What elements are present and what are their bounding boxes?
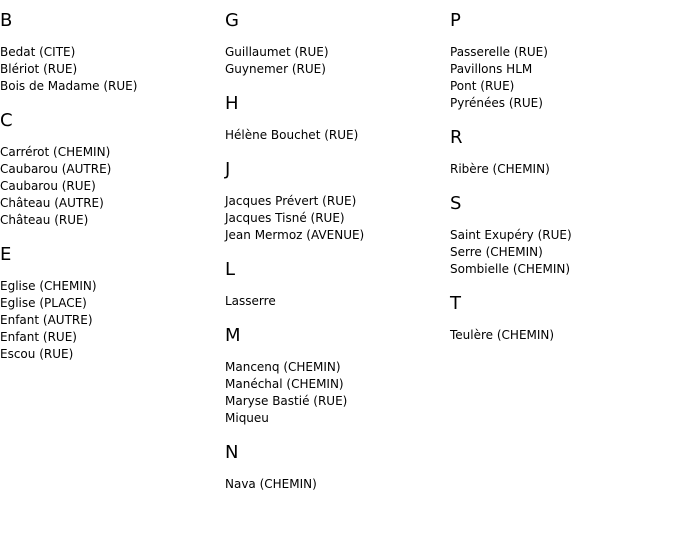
letter-heading: L	[225, 259, 236, 280]
letter-group	[225, 158, 445, 244]
street-link[interactable]: Eglise (PLACE)	[0, 296, 87, 310]
letter-group	[450, 192, 670, 278]
street-link[interactable]: Enfant (RUE)	[0, 330, 77, 344]
street-link[interactable]: Château (RUE)	[0, 213, 89, 227]
street-link[interactable]: Mancenq (CHEMIN)	[225, 360, 341, 374]
letter-group	[225, 258, 445, 310]
letter-group	[225, 9, 445, 78]
street-list	[450, 227, 670, 278]
letter-heading: J	[225, 159, 231, 180]
street-link[interactable]: Miqueu	[225, 411, 269, 425]
letter-group	[225, 92, 445, 144]
street-link[interactable]: Pavillons HLM	[450, 62, 533, 76]
letter-heading: C	[0, 110, 13, 131]
street-list	[225, 359, 445, 427]
letter-heading: N	[225, 442, 239, 463]
street-link[interactable]: Jean Mermoz (AVENUE)	[225, 228, 365, 242]
street-link[interactable]: Carrérot (CHEMIN)	[0, 145, 111, 159]
street-link[interactable]: Serre (CHEMIN)	[450, 245, 543, 259]
street-link[interactable]: Escou (RUE)	[0, 347, 74, 361]
street-list	[225, 44, 445, 78]
letter-heading: M	[225, 325, 241, 346]
street-link[interactable]: Manéchal (CHEMIN)	[225, 377, 344, 391]
letter-group	[0, 243, 220, 363]
street-link[interactable]: Nava (CHEMIN)	[225, 477, 317, 491]
street-list	[450, 161, 670, 178]
letter-group	[225, 441, 445, 493]
letter-heading: E	[0, 244, 12, 265]
letter-heading: R	[450, 127, 463, 148]
index-column	[225, 9, 445, 507]
street-link[interactable]: Sombielle (CHEMIN)	[450, 262, 571, 276]
street-link[interactable]: Bois de Madame (RUE)	[0, 79, 138, 93]
street-link[interactable]: Pyrénées (RUE)	[450, 96, 543, 110]
letter-group	[0, 109, 220, 229]
letter-group	[0, 9, 220, 95]
street-link[interactable]: Lasserre	[225, 294, 276, 308]
letter-heading: H	[225, 93, 239, 114]
index-column	[0, 9, 220, 377]
street-list	[0, 278, 220, 363]
street-link[interactable]: Teulère (CHEMIN)	[450, 328, 555, 342]
street-list	[225, 293, 445, 310]
street-link[interactable]: Château (AUTRE)	[0, 196, 104, 210]
letter-heading: S	[450, 193, 462, 214]
letter-group	[225, 324, 445, 427]
letter-group	[450, 9, 670, 112]
street-link[interactable]: Caubarou (RUE)	[0, 179, 96, 193]
street-link[interactable]: Enfant (AUTRE)	[0, 313, 93, 327]
street-link[interactable]: Eglise (CHEMIN)	[0, 279, 97, 293]
street-link[interactable]: Bedat (CITE)	[0, 45, 76, 59]
street-link[interactable]: Caubarou (AUTRE)	[0, 162, 112, 176]
letter-group	[450, 292, 670, 344]
street-list	[225, 193, 445, 244]
index-column	[450, 9, 670, 358]
street-link[interactable]: Saint Exupéry (RUE)	[450, 228, 572, 242]
street-list	[450, 327, 670, 344]
street-link[interactable]: Guillaumet (RUE)	[225, 45, 329, 59]
letter-heading: T	[450, 293, 461, 314]
street-link[interactable]: Blériot (RUE)	[0, 62, 78, 76]
street-link[interactable]: Jacques Prévert (RUE)	[225, 194, 357, 208]
street-link[interactable]: Maryse Bastié (RUE)	[225, 394, 348, 408]
letter-group	[450, 126, 670, 178]
street-link[interactable]: Ribère (CHEMIN)	[450, 162, 550, 176]
street-link[interactable]: Passerelle (RUE)	[450, 45, 548, 59]
street-list	[0, 44, 220, 95]
letter-heading: G	[225, 10, 239, 31]
letter-heading: P	[450, 10, 461, 31]
street-list	[225, 476, 445, 493]
street-link[interactable]: Jacques Tisné (RUE)	[225, 211, 345, 225]
street-link[interactable]: Hélène Bouchet (RUE)	[225, 128, 359, 142]
street-link[interactable]: Guynemer (RUE)	[225, 62, 326, 76]
street-list	[225, 127, 445, 144]
street-link[interactable]: Pont (RUE)	[450, 79, 515, 93]
street-list	[450, 44, 670, 112]
street-list	[0, 144, 220, 229]
letter-heading: B	[0, 10, 13, 31]
